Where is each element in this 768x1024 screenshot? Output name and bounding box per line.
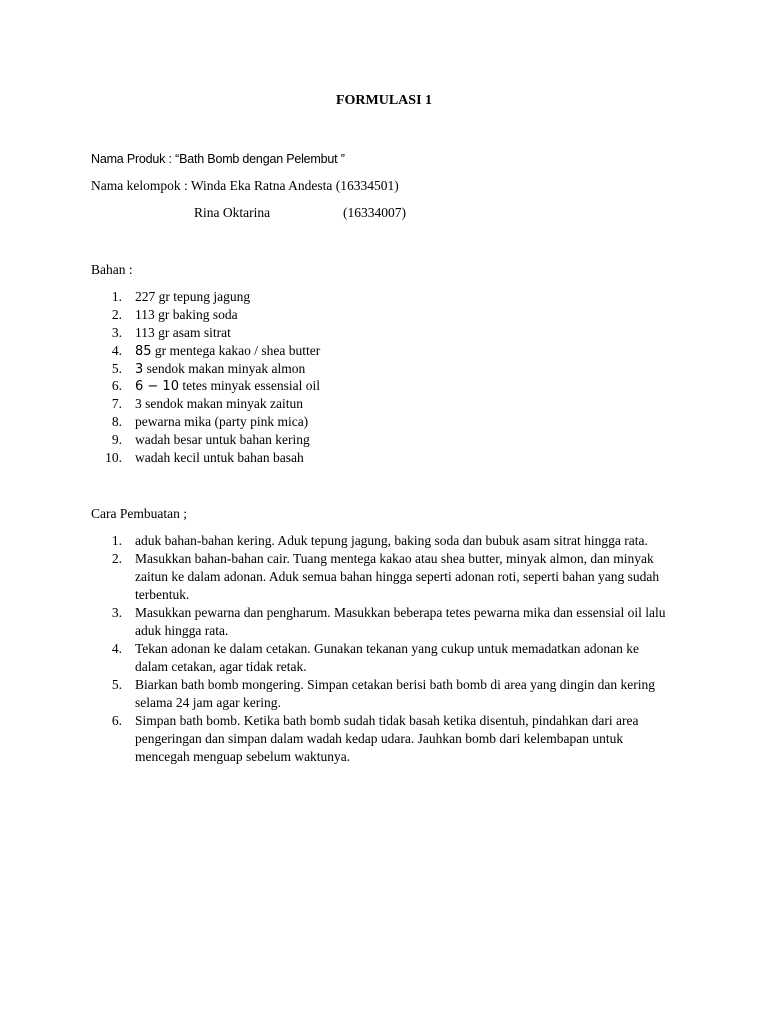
ingredient-item — [91, 324, 675, 342]
method-step-text: Masukkan bahan-bahan cair. Tuang mentega kakao atau shea butter, minyak almon, dan minyak zaitun ke dalam adonan. Aduk semua bahan hingga seperti adonan roti, seperti bahan yang sudah terbentuk. — [135, 551, 660, 602]
group-member-id: (16334007) — [343, 205, 406, 220]
ingredient-text: wadah kecil untuk bahan basah — [135, 450, 304, 466]
group-line: Nama kelompok : Winda Eka Ratna Andesta (16334501) — [91, 178, 399, 193]
ingredient-text: 113 gr asam sitrat — [135, 324, 231, 340]
ingredient-text: gr mentega kakao / shea butter — [151, 342, 321, 358]
ingredient-text: 227 gr tepung jagung — [135, 289, 251, 304]
ingredient-text: pewarna mika (party pink mica) — [135, 414, 309, 430]
ingredient-item — [91, 306, 675, 324]
list-number: 4. — [111, 342, 122, 358]
list-number: 3. — [111, 605, 122, 620]
list-number: 6. — [111, 713, 122, 728]
method-step-text: Biarkan bath bomb mongering. Simpan cetakan berisi bath bomb di area yang dingin dan kering selama 24 jam agar kering. — [135, 677, 655, 710]
list-number: 3. — [111, 324, 122, 340]
list-number: 4. — [111, 641, 122, 656]
list-number: 9. — [111, 432, 122, 448]
ingredient-item — [91, 395, 675, 413]
list-number: 1. — [111, 289, 122, 304]
product-line — [91, 150, 345, 168]
ingredient-quantity: 3 — [135, 361, 144, 377]
list-number: 6. — [111, 378, 122, 394]
method-step — [91, 550, 675, 604]
ingredient-item — [91, 431, 675, 449]
method-step-text: Tekan adonan ke dalam cetakan. Gunakan tekanan yang cukup untuk memadatkan adonan ke dalam cetakan, agar tidak retak. — [135, 641, 639, 674]
method-list — [91, 532, 675, 766]
method-step — [91, 712, 675, 766]
list-number: 2. — [111, 306, 122, 322]
ingredient-item — [91, 288, 675, 306]
list-number: 5. — [111, 677, 122, 692]
ingredient-item — [91, 342, 675, 360]
method-step — [91, 532, 675, 550]
ingredient-text: 113 gr baking soda — [135, 306, 238, 322]
ingredient-text: wadah besar untuk bahan kering — [135, 432, 310, 448]
group-member-name: Rina Oktarina — [194, 205, 271, 220]
method-step — [91, 604, 675, 640]
product-name: “Bath Bomb dengan Pelembut ” — [175, 152, 345, 166]
ingredients-heading: Bahan : — [91, 262, 133, 277]
list-number: 10. — [105, 450, 122, 466]
ingredient-item — [91, 360, 675, 378]
method-step — [91, 640, 675, 676]
product-label: Nama Produk : — [91, 152, 172, 166]
list-number: 7. — [111, 396, 122, 412]
ingredient-item — [91, 413, 675, 431]
ingredient-quantity: 6 − 10 — [135, 379, 179, 395]
list-number: 8. — [111, 414, 122, 430]
ingredient-text: 3 sendok makan minyak zaitun — [135, 396, 303, 412]
list-number: 5. — [111, 360, 122, 376]
method-step-text: Simpan bath bomb. Ketika bath bomb sudah tidak basah ketika disentuh, pindahkan dari area pengeringan dan simpan dalam wadah kedap udara. Jauhkan bomb dari kelembapan untuk mencegah menguap sebelum waktunya. — [135, 713, 639, 764]
ingredient-text: sendok makan minyak almon — [143, 360, 306, 376]
ingredient-item — [91, 377, 675, 395]
list-number: 1. — [111, 533, 122, 548]
document-title: FORMULASI 1 — [335, 93, 433, 108]
ingredient-item — [91, 449, 675, 467]
method-step-text: aduk bahan-bahan kering. Aduk tepung jagung, baking soda dan bubuk asam sitrat hingga rata. — [135, 533, 648, 548]
ingredients-list — [91, 288, 675, 467]
method-step-text: Masukkan pewarna dan pengharum. Masukkan beberapa tetes pewarna mika dan essensial oil lalu aduk hingga rata. — [135, 605, 666, 638]
ingredient-quantity: 85 — [135, 343, 152, 359]
method-heading: Cara Pembuatan ; — [91, 506, 187, 521]
method-step — [91, 676, 675, 712]
list-number: 2. — [111, 551, 122, 566]
ingredient-text: tetes minyak essensial oil — [178, 378, 320, 394]
